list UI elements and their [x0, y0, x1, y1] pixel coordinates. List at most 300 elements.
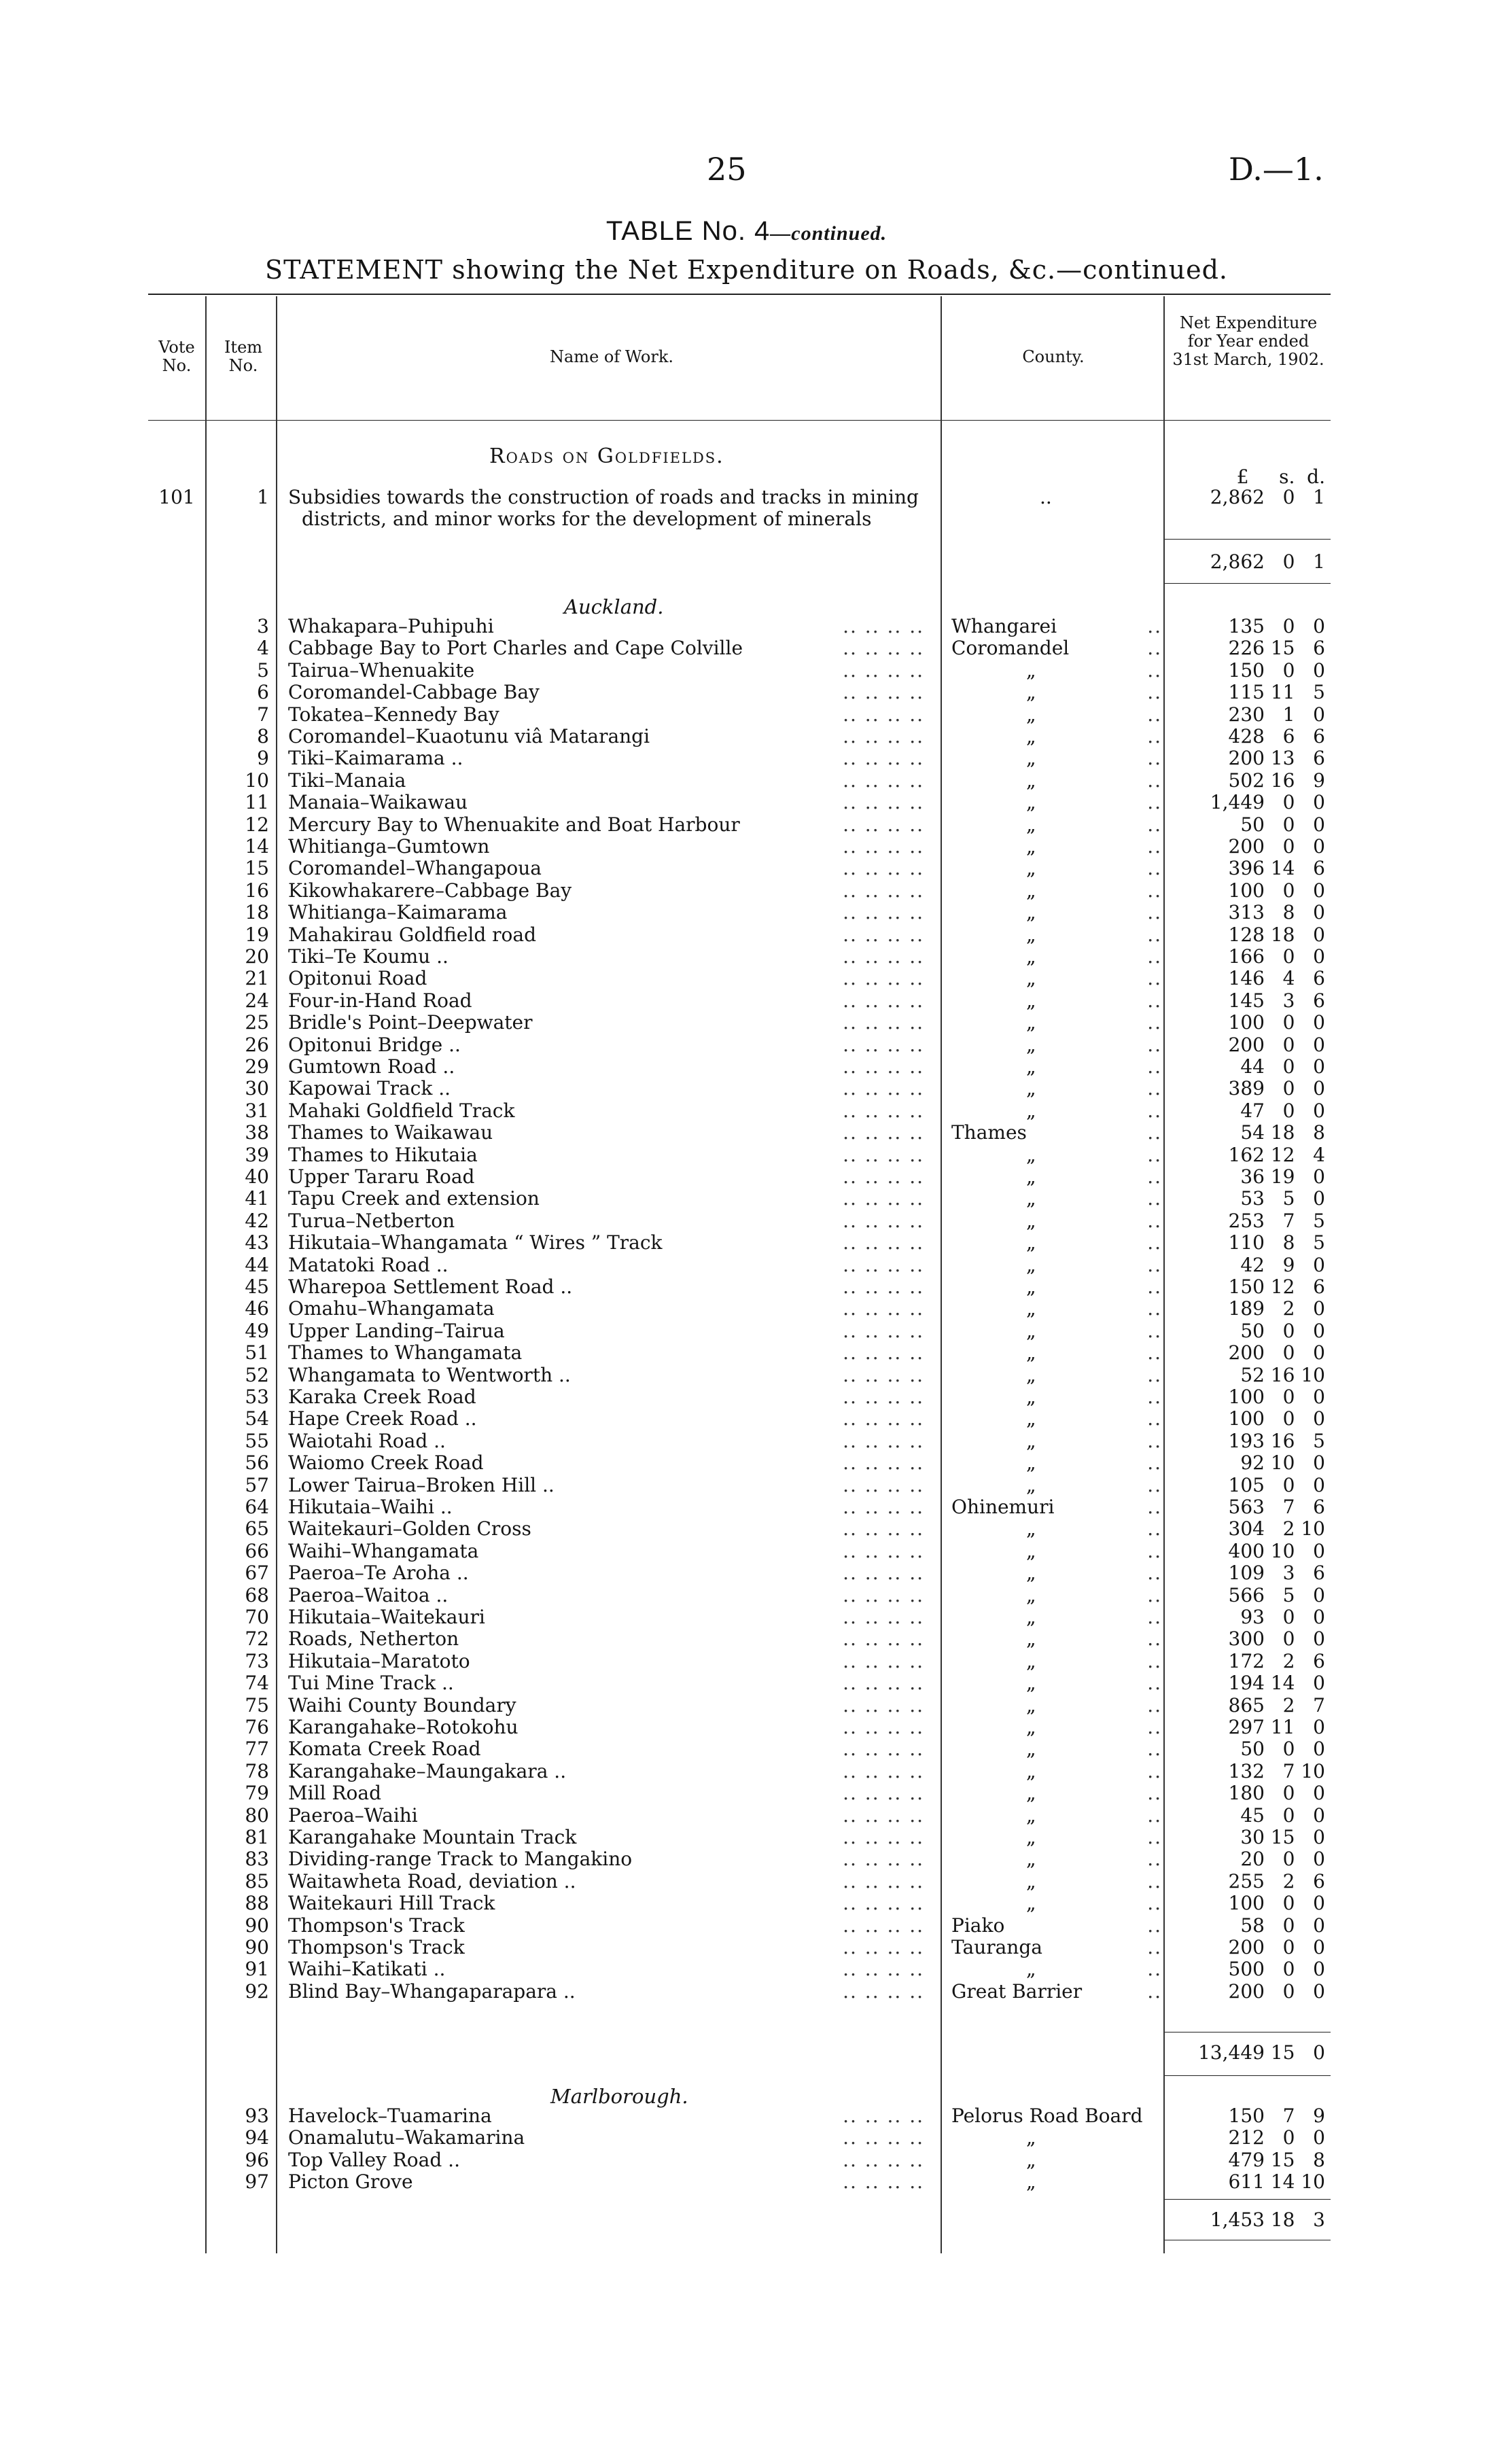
- table-row: [0, 1386, 1493, 1408]
- work-name: Thames to Hikutaia: [288, 1143, 478, 1166]
- amount: 100 0 0: [1228, 1011, 1325, 1034]
- table-row: [0, 726, 1493, 747]
- item-number: 29: [245, 1055, 269, 1078]
- county-name: „: [1026, 1716, 1036, 1738]
- leader-dots: .. .. .. ..: [843, 703, 924, 726]
- table-row: [0, 1408, 1493, 1430]
- table-row: [0, 1871, 1493, 1893]
- item-number: 39: [245, 1143, 269, 1166]
- county-leader-dots: ..: [1147, 681, 1162, 704]
- work-name: Waihi–Whangamata: [288, 1539, 479, 1562]
- leader-dots: .. .. .. ..: [843, 879, 924, 902]
- item-number: 1: [257, 486, 269, 508]
- amount: 200 13 6: [1228, 747, 1325, 770]
- county-name: „: [1026, 857, 1036, 880]
- amount: 200 0 0: [1228, 1936, 1325, 1958]
- county-name: „: [1026, 791, 1036, 814]
- item-number: 85: [245, 1869, 269, 1893]
- table-row: [0, 637, 1493, 659]
- table-row: [0, 1628, 1493, 1650]
- work-name: Mill Road: [288, 1782, 381, 1805]
- item-number: 25: [245, 1011, 269, 1034]
- leader-dots: .. .. .. ..: [843, 1606, 924, 1628]
- leader-dots: .. .. .. ..: [843, 1583, 924, 1606]
- work-name: Manaia–Waikawau: [288, 791, 468, 814]
- item-number: 40: [245, 1165, 269, 1188]
- item-number: 43: [245, 1231, 269, 1254]
- leader-dots: .. .. .. ..: [843, 1936, 924, 1958]
- county-leader-dots: ..: [1147, 1187, 1162, 1210]
- county-name: „: [1026, 703, 1036, 726]
- county-leader-dots: ..: [1147, 725, 1162, 747]
- county-leader-dots: ..: [1147, 1958, 1162, 1981]
- amount: 150 12 6: [1228, 1275, 1325, 1298]
- work-name: Bridle's Point–Deepwater: [288, 1011, 533, 1034]
- item-number: 76: [245, 1716, 269, 1738]
- county-leader-dots: ..: [1147, 1803, 1162, 1827]
- work-name: Mahaki Goldfield Track: [288, 1099, 515, 1122]
- work-name: Tiki–Te Koumu ..: [288, 945, 449, 968]
- county-leader-dots: ..: [1147, 1539, 1162, 1562]
- county-leader-dots: ..: [1147, 1341, 1162, 1365]
- item-number: 6: [257, 681, 269, 704]
- work-name: Whitianga–Gumtown: [288, 835, 490, 858]
- item-number: 72: [245, 1627, 269, 1651]
- table-row: [0, 1254, 1493, 1276]
- county-name: „: [1026, 923, 1036, 946]
- county-leader-dots: ..: [1147, 1275, 1162, 1298]
- work-name: Waitekauri Hill Track: [288, 1892, 495, 1915]
- table-row: [0, 1122, 1493, 1144]
- amount: 128 18 0: [1228, 923, 1325, 946]
- auckland-heading: Auckland.: [564, 595, 664, 618]
- county-name: „: [1026, 1099, 1036, 1122]
- county-name: „: [1026, 2148, 1036, 2171]
- work-name: Subsidies towards the construction of roads and tracks in mining: [288, 486, 919, 508]
- table-row: [0, 858, 1493, 879]
- table-row: [0, 880, 1493, 902]
- amount: 865 2 7: [1228, 1693, 1325, 1717]
- work-name: Onamalutu–Wakamarina: [288, 2126, 525, 2149]
- county-name: „: [1026, 1759, 1036, 1782]
- item-number: 21: [245, 967, 269, 990]
- leader-dots: .. .. .. ..: [843, 901, 924, 924]
- item-number: 15: [245, 857, 269, 880]
- table-row: [0, 1848, 1493, 1870]
- county-name: „: [1026, 1143, 1036, 1166]
- county-name: „: [1026, 725, 1036, 747]
- table-title-suffix: —continued.: [770, 222, 888, 245]
- amount: 389 0 0: [1228, 1077, 1325, 1100]
- work-name: Mahakirau Goldfield road: [288, 923, 537, 946]
- leader-dots: .. .. .. ..: [843, 1782, 924, 1805]
- item-number: 73: [245, 1649, 269, 1672]
- amount: 566 5 0: [1228, 1583, 1325, 1606]
- item-number: 12: [245, 813, 269, 836]
- table-row: [0, 660, 1493, 682]
- county-name: „: [1026, 1803, 1036, 1827]
- page-number: 25: [707, 151, 747, 188]
- work-name: Waitekauri–Golden Cross: [288, 1517, 531, 1541]
- item-number: 3: [257, 615, 269, 637]
- amount: 150 0 0: [1228, 658, 1325, 682]
- leader-dots: .. .. .. ..: [843, 2105, 924, 2127]
- item-number: 46: [245, 1297, 269, 1320]
- county-name: „: [1026, 1627, 1036, 1651]
- county-leader-dots: ..: [1147, 1143, 1162, 1166]
- county-leader-dots: ..: [1147, 835, 1162, 858]
- table-row: [0, 1320, 1493, 1342]
- table-row: [0, 1276, 1493, 1298]
- table-row: [0, 1606, 1493, 1628]
- county-name: „: [1026, 747, 1036, 770]
- amount: 145 3 6: [1228, 989, 1325, 1012]
- leader-dots: .. .. .. ..: [843, 1958, 924, 1981]
- marlborough-total: 1,453 18 3: [1210, 2208, 1325, 2231]
- work-name: Upper Tararu Road: [288, 1165, 475, 1188]
- table-row: [0, 1232, 1493, 1254]
- county-leader-dots: ..: [1147, 1869, 1162, 1893]
- table-row: [0, 1805, 1493, 1827]
- item-number: 80: [245, 1803, 269, 1827]
- table-row: [0, 1672, 1493, 1694]
- leader-dots: .. .. .. ..: [843, 1826, 924, 1848]
- county-leader-dots: ..: [1147, 1716, 1162, 1738]
- county-name: „: [1026, 1782, 1036, 1805]
- amount: 172 2 6: [1228, 1649, 1325, 1672]
- item-number: 88: [245, 1892, 269, 1915]
- amount: 50 0 0: [1240, 813, 1325, 836]
- leader-dots: .. .. .. ..: [843, 1716, 924, 1738]
- county-name: „: [1026, 1297, 1036, 1320]
- leader-dots: .. .. .. ..: [843, 615, 924, 637]
- table-row: [0, 1893, 1493, 1914]
- work-name: Blind Bay–Whangaparapara ..: [288, 1979, 576, 2003]
- item-number: 51: [245, 1341, 269, 1365]
- table-row: [0, 1452, 1493, 1474]
- table-row: [0, 2171, 1493, 2193]
- work-name: Tui Mine Track ..: [288, 1672, 454, 1695]
- amount: 428 6 6: [1228, 725, 1325, 747]
- subsidy-total: 2,862 0 1: [1210, 550, 1325, 573]
- item-number: 7: [257, 703, 269, 726]
- county-name: „: [1026, 1209, 1036, 1232]
- amount: 30 15 0: [1240, 1826, 1325, 1848]
- table-row: [0, 1012, 1493, 1034]
- county-name: „: [1026, 1011, 1036, 1034]
- item-number: 90: [245, 1936, 269, 1958]
- table-row: [0, 1430, 1493, 1452]
- item-number: 56: [245, 1451, 269, 1475]
- marlborough-heading: Marlborough.: [550, 2085, 688, 2108]
- table-row: [0, 2127, 1493, 2149]
- leader-dots: .. .. .. ..: [843, 2148, 924, 2171]
- leader-dots: .. .. .. ..: [843, 1759, 924, 1782]
- statement-heading: STATEMENT showing the Net Expenditure on Roads, &c.—continued.: [265, 255, 1228, 285]
- county-leader-dots: ..: [1147, 1033, 1162, 1056]
- leader-dots: .. .. .. ..: [843, 1848, 924, 1871]
- county-leader-dots: ..: [1147, 1121, 1162, 1144]
- item-number: 42: [245, 1209, 269, 1232]
- amount: 166 0 0: [1228, 945, 1325, 968]
- amount: 200 0 0: [1228, 1979, 1325, 2003]
- leader-dots: .. .. .. ..: [843, 835, 924, 858]
- amount: 100 0 0: [1228, 1386, 1325, 1408]
- leader-dots: .. .. .. ..: [843, 1033, 924, 1056]
- item-number: 78: [245, 1759, 269, 1782]
- amount: 297 11 0: [1228, 1716, 1325, 1738]
- item-number: 5: [257, 658, 269, 682]
- amount: 100 0 0: [1228, 1892, 1325, 1915]
- county-leader-dots: ..: [1147, 1253, 1162, 1276]
- amount: 100 0 0: [1228, 1407, 1325, 1430]
- leader-dots: .. .. .. ..: [843, 923, 924, 946]
- work-name: Hikutaia–Whangamata “ Wires ” Track: [288, 1231, 663, 1254]
- county-name: „: [1026, 1869, 1036, 1893]
- work-name: Lower Tairua–Broken Hill ..: [288, 1473, 555, 1496]
- amount: 58 0 0: [1240, 1914, 1325, 1937]
- table-row: [0, 1761, 1493, 1782]
- leader-dots: .. .. .. ..: [843, 1429, 924, 1452]
- leader-dots: .. .. .. ..: [843, 945, 924, 968]
- county-name: „: [1026, 1958, 1036, 1981]
- work-name: Hikutaia–Waitekauri: [288, 1606, 485, 1628]
- work-name: Wharepoa Settlement Road ..: [288, 1275, 573, 1298]
- county-name: „: [1026, 945, 1036, 968]
- county-leader-dots: ..: [1147, 1738, 1162, 1761]
- work-name: Karangahake Mountain Track: [288, 1826, 577, 1848]
- section-title: Roads on Goldfields.: [489, 444, 724, 468]
- county-name: „: [1026, 1386, 1036, 1408]
- item-number: 45: [245, 1275, 269, 1298]
- work-name: Top Valley Road ..: [288, 2148, 460, 2171]
- leader-dots: .. .. .. ..: [843, 1077, 924, 1100]
- leader-dots: .. .. .. ..: [843, 1055, 924, 1078]
- table-row: [0, 968, 1493, 989]
- amount: 53 5 0: [1240, 1187, 1325, 1210]
- leader-dots: .. .. .. ..: [843, 1187, 924, 1210]
- amount: 105 0 0: [1228, 1473, 1325, 1496]
- item-number: 97: [245, 2170, 269, 2194]
- col-header-item: Item No.: [224, 338, 263, 375]
- county-name: Ohinemuri: [951, 1496, 1055, 1518]
- amount: 300 0 0: [1228, 1627, 1325, 1651]
- amount: 230 1 0: [1228, 703, 1325, 726]
- county-name: „: [1026, 1319, 1036, 1342]
- leader-dots: .. .. .. ..: [843, 1693, 924, 1717]
- amount: 304 2 10: [1228, 1517, 1325, 1541]
- amount: 162 12 4: [1228, 1143, 1325, 1166]
- county-leader-dots: ..: [1147, 1055, 1162, 1078]
- item-number: 70: [245, 1606, 269, 1628]
- county-name: Whangarei: [951, 615, 1057, 637]
- amount: 193 16 5: [1228, 1429, 1325, 1452]
- leader-dots: .. .. .. ..: [843, 2170, 924, 2194]
- county-leader-dots: ..: [1147, 1451, 1162, 1475]
- leader-dots: .. .. .. ..: [843, 747, 924, 770]
- county-leader-dots: ..: [1147, 1759, 1162, 1782]
- work-name: Coromandel–Kuaotunu viâ Matarangi: [288, 725, 650, 747]
- amount: 44 0 0: [1240, 1055, 1325, 1078]
- work-name: Waihi–Katikati ..: [288, 1958, 446, 1981]
- county-name: „: [1026, 967, 1036, 990]
- work-name: Whakapara–Puhipuhi: [288, 615, 494, 637]
- table-row: [0, 946, 1493, 968]
- county-name: „: [1026, 1187, 1036, 1210]
- leader-dots: .. .. .. ..: [843, 769, 924, 792]
- county-name: „: [1026, 1275, 1036, 1298]
- amount: 20 0 0: [1240, 1848, 1325, 1871]
- amount: 502 16 9: [1228, 769, 1325, 792]
- county-name: „: [1026, 1693, 1036, 1717]
- leader-dots: .. .. .. ..: [843, 1562, 924, 1585]
- work-name: Kapowai Track ..: [288, 1077, 451, 1100]
- county-leader-dots: ..: [1147, 1562, 1162, 1585]
- amount: 50 0 0: [1240, 1319, 1325, 1342]
- work-name: Upper Landing–Tairua: [288, 1319, 505, 1342]
- work-name: Tiki–Kaimarama ..: [288, 747, 463, 770]
- county-name: „: [1026, 1826, 1036, 1848]
- amount: 93 0 0: [1240, 1606, 1325, 1628]
- item-number: 53: [245, 1386, 269, 1408]
- county-name: „: [1026, 1517, 1036, 1541]
- table-row: [0, 1782, 1493, 1804]
- work-name: Coromandel-Cabbage Bay: [288, 681, 540, 704]
- item-number: 57: [245, 1473, 269, 1496]
- item-number: 67: [245, 1562, 269, 1585]
- amount: 226 15 6: [1228, 637, 1325, 660]
- county-name: „: [1026, 1451, 1036, 1475]
- county-leader-dots: ..: [1147, 1826, 1162, 1848]
- item-number: 4: [257, 637, 269, 660]
- leader-dots: .. .. .. ..: [843, 1165, 924, 1188]
- item-number: 55: [245, 1429, 269, 1452]
- table-row: [0, 1562, 1493, 1584]
- county-name: „: [1026, 1363, 1036, 1386]
- work-name: Thames to Waikawau: [288, 1121, 493, 1144]
- county-leader-dots: ..: [1147, 901, 1162, 924]
- leader-dots: .. .. .. ..: [843, 1253, 924, 1276]
- table-row: [0, 1915, 1493, 1937]
- county-leader-dots: ..: [1147, 1386, 1162, 1408]
- work-name: Karangahake–Maungakara ..: [288, 1759, 567, 1782]
- leader-dots: .. .. .. ..: [843, 1979, 924, 2003]
- work-name: Paeroa–Waihi: [288, 1803, 418, 1827]
- leader-dots: .. .. .. ..: [843, 1627, 924, 1651]
- leader-dots: .. .. .. ..: [843, 1649, 924, 1672]
- county-leader-dots: ..: [1147, 1496, 1162, 1518]
- work-name: Mercury Bay to Whenuakite and Boat Harbour: [288, 813, 740, 836]
- amount: 92 10 0: [1240, 1451, 1325, 1475]
- leader-dots: .. .. .. ..: [843, 1803, 924, 1827]
- county-name: „: [1026, 1672, 1036, 1695]
- leader-dots: .. .. .. ..: [843, 1451, 924, 1475]
- table-title: [0, 216, 1493, 247]
- county-name: „: [1026, 901, 1036, 924]
- amount: 115 11 5: [1228, 681, 1325, 704]
- amount: 135 0 0: [1228, 615, 1325, 637]
- item-number: 93: [245, 2105, 269, 2127]
- item-number: 41: [245, 1187, 269, 1210]
- amount: 212 0 0: [1228, 2126, 1325, 2149]
- county-name: „: [1026, 1562, 1036, 1585]
- col-header-vote: Vote No.: [158, 338, 195, 375]
- amount: 109 3 6: [1228, 1562, 1325, 1585]
- item-number: 26: [245, 1033, 269, 1056]
- item-number: 75: [245, 1693, 269, 1717]
- leader-dots: .. .. .. ..: [843, 1143, 924, 1166]
- item-number: 18: [245, 901, 269, 924]
- county-name: „: [1026, 1848, 1036, 1871]
- work-name: Opitonui Road: [288, 967, 427, 990]
- county-name: „: [1026, 813, 1036, 836]
- table-row: [0, 924, 1493, 946]
- leader-dots: .. .. .. ..: [843, 1275, 924, 1298]
- county-name: Pelorus Road Board: [951, 2105, 1143, 2127]
- item-number: 19: [245, 923, 269, 946]
- col-header-county: County.: [1022, 347, 1085, 366]
- work-name: Roads, Netherton: [288, 1627, 459, 1651]
- county-name: Piako: [951, 1914, 1005, 1937]
- item-number: 54: [245, 1407, 269, 1430]
- county-leader-dots: ..: [1147, 1693, 1162, 1717]
- subsidy-row-cont: [0, 508, 1493, 530]
- county-leader-dots: ..: [1147, 1209, 1162, 1232]
- county-leader-dots: ..: [1147, 1782, 1162, 1805]
- county-name: Tauranga: [951, 1936, 1042, 1958]
- work-name: Opitonui Bridge ..: [288, 1033, 461, 1056]
- work-name: Turua–Netberton: [288, 1209, 455, 1232]
- leader-dots: .. .. .. ..: [843, 857, 924, 880]
- leader-dots: .. .. .. ..: [843, 967, 924, 990]
- county-leader-dots: ..: [1147, 1297, 1162, 1320]
- leader-dots: .. .. .. ..: [843, 1892, 924, 1915]
- county-leader-dots: ..: [1147, 1848, 1162, 1871]
- county-name: „: [1026, 1606, 1036, 1628]
- county-leader-dots: ..: [1147, 945, 1162, 968]
- county-name: „: [1026, 1055, 1036, 1078]
- county-leader-dots: ..: [1147, 1606, 1162, 1628]
- item-number: 24: [245, 989, 269, 1012]
- work-name: Waiomo Creek Road: [288, 1451, 484, 1475]
- leader-dots: .. .. .. ..: [843, 658, 924, 682]
- table-row: [0, 1981, 1493, 2003]
- auckland-total-rule-bottom: [1165, 2075, 1331, 2076]
- item-number: 9: [257, 747, 269, 770]
- amount: 396 14 6: [1228, 857, 1325, 880]
- county-name: „: [1026, 1892, 1036, 1915]
- item-number: 30: [245, 1077, 269, 1100]
- item-number: 49: [245, 1319, 269, 1342]
- leader-dots: .. .. .. ..: [843, 1099, 924, 1122]
- county-leader-dots: ..: [1147, 1077, 1162, 1100]
- work-name: Four-in-Hand Road: [288, 989, 472, 1012]
- amount: 50 0 0: [1240, 1738, 1325, 1761]
- county-name: „: [1026, 769, 1036, 792]
- table-row: [0, 902, 1493, 923]
- county-name: „: [1026, 1033, 1036, 1056]
- amount: 52 16 10: [1240, 1363, 1325, 1386]
- item-number: 20: [245, 945, 269, 968]
- county-leader-dots: ..: [1147, 857, 1162, 880]
- leader-dots: .. .. .. ..: [843, 1738, 924, 1761]
- amount: 1,449 0 0: [1210, 791, 1325, 814]
- amount: 47 0 0: [1240, 1099, 1325, 1122]
- table-row: [0, 1298, 1493, 1320]
- item-number: 10: [245, 769, 269, 792]
- leader-dots: .. .. .. ..: [843, 1209, 924, 1232]
- table-row: [0, 1496, 1493, 1518]
